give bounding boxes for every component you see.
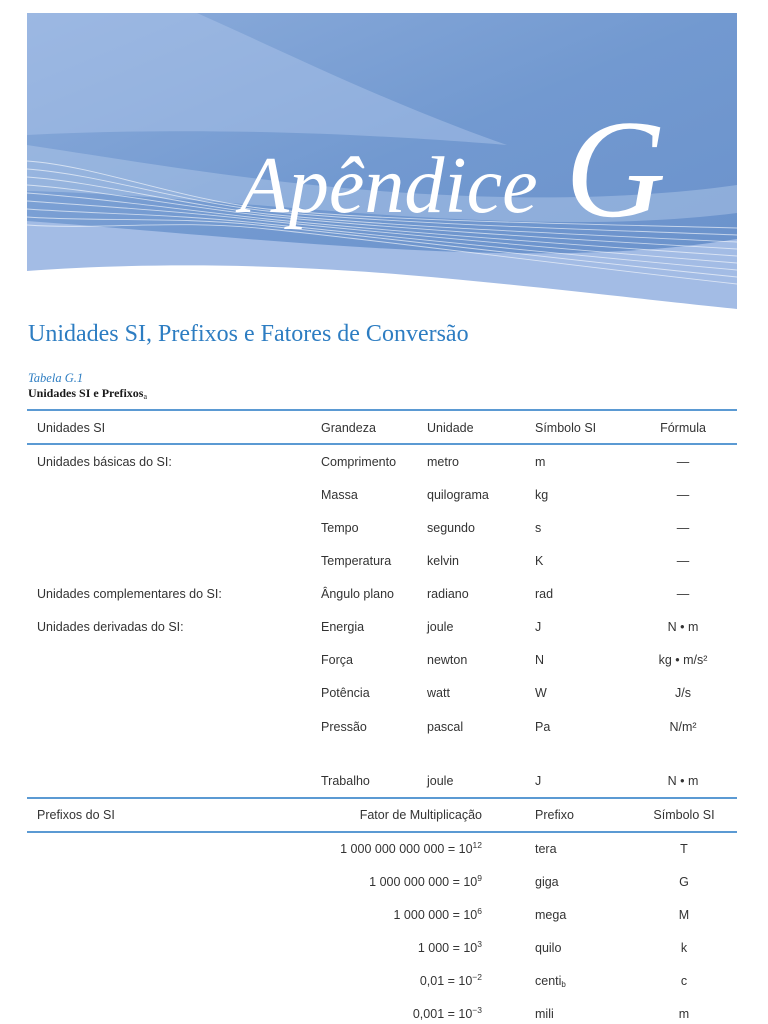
si-symbol-cell: s	[535, 521, 542, 535]
unit-name-cell: radiano	[427, 587, 469, 601]
multiplication-factor-cell	[282, 841, 482, 857]
formula-cell: N/m²	[669, 720, 697, 734]
quantity-cell: Comprimento	[321, 455, 397, 469]
si-symbol-cell: J	[535, 774, 542, 788]
header-formula: Fórmula	[660, 421, 706, 435]
factor-exponent: −3	[472, 1005, 482, 1015]
table-label: Tabela G.1	[28, 371, 84, 385]
unit-category-label: Unidades básicas do SI:	[37, 455, 172, 469]
quantity-cell: Massa	[321, 488, 358, 502]
prefix-symbol-cell: m	[678, 1007, 690, 1021]
quantity-cell: Energia	[321, 620, 365, 634]
prefix-name: centi	[535, 974, 562, 988]
prefix-symbol-cell: G	[679, 875, 689, 889]
units-table-row	[0, 586, 768, 602]
prefix-table-row	[0, 1006, 768, 1022]
unit-category-label: Unidades complementares do SI:	[37, 587, 222, 601]
prefix-symbol-cell: M	[678, 908, 690, 922]
formula-cell: —	[676, 488, 690, 502]
units-table-header	[0, 420, 768, 436]
quantity-cell: Potência	[321, 686, 370, 700]
unit-name-cell: watt	[427, 686, 450, 700]
header-si-symbol: Símbolo SI	[535, 421, 597, 435]
prefix-name-cell: quilo	[535, 941, 562, 955]
table-caption	[28, 385, 147, 405]
unit-name-cell: joule	[427, 620, 454, 634]
factor-exponent: 6	[477, 906, 482, 916]
prefix-symbol-cell: k	[680, 941, 688, 955]
formula-cell: N • m	[667, 774, 699, 788]
formula-cell: —	[676, 455, 690, 469]
formula-cell: —	[676, 554, 690, 568]
units-table-row	[0, 520, 768, 536]
multiplication-factor-cell	[282, 907, 482, 923]
quantity-cell: Ângulo plano	[321, 587, 394, 601]
prefix-table-row	[0, 841, 768, 857]
si-symbol-cell: m	[535, 455, 546, 469]
header-quantity: Grandeza	[321, 421, 376, 435]
units-table-row	[0, 454, 768, 470]
si-symbol-cell: N	[535, 653, 545, 667]
appendix-banner	[27, 13, 737, 311]
quantity-cell: Pressão	[321, 720, 367, 734]
units-table-row	[0, 553, 768, 569]
prefix-footnote-marker: b	[561, 980, 566, 989]
page-heading: Unidades SI, Prefixos e Fatores de Conversão	[28, 321, 469, 347]
formula-cell: kg • m/s²	[658, 653, 708, 667]
units-table-row	[0, 719, 768, 735]
units-table-row	[0, 685, 768, 701]
quantity-cell: Tempo	[321, 521, 359, 535]
prefix-symbol-cell: T	[680, 842, 688, 856]
unit-name-cell: joule	[427, 774, 454, 788]
table-rule-prefixes	[27, 797, 737, 799]
unit-category-label: Unidades derivadas do SI:	[37, 620, 184, 634]
prefix-name-cell: mega	[535, 908, 567, 922]
quantity-cell: Força	[321, 653, 353, 667]
prefix-table-row	[0, 907, 768, 923]
header-multiplication-factor: Fator de Multiplicação	[359, 808, 482, 822]
banner-letter: G	[565, 92, 667, 247]
banner-title: Apêndice	[240, 142, 538, 230]
si-symbol-cell: rad	[535, 587, 554, 601]
si-symbol-cell: K	[535, 554, 544, 568]
quantity-cell: Temperatura	[321, 554, 392, 568]
formula-cell: N • m	[667, 620, 699, 634]
header-prefix: Prefixo	[535, 808, 574, 822]
unit-name-cell: newton	[427, 653, 468, 667]
units-table-row	[0, 652, 768, 668]
prefix-name-cell: tera	[535, 842, 557, 856]
si-symbol-cell: J	[535, 620, 542, 634]
multiplication-factor-cell	[282, 1006, 482, 1022]
factor-value: 1 000 000 000 000 = 10	[340, 842, 473, 856]
prefix-table-header	[0, 807, 768, 823]
prefix-table-row	[0, 874, 768, 890]
table-rule-header	[27, 443, 737, 445]
factor-exponent: −2	[472, 972, 482, 982]
table-caption-footnote-marker: a	[143, 392, 148, 401]
formula-cell: —	[676, 521, 690, 535]
prefix-table-row	[0, 973, 768, 989]
table-caption-text: Unidades SI e Prefixos	[28, 386, 144, 400]
unit-name-cell: quilograma	[427, 488, 489, 502]
factor-exponent: 12	[472, 840, 482, 850]
factor-value: 1 000 000 000 = 10	[369, 875, 478, 889]
prefix-table-row	[0, 940, 768, 956]
multiplication-factor-cell	[282, 874, 482, 890]
formula-cell: J/s	[675, 686, 691, 700]
prefix-name-cell: mili	[535, 1007, 554, 1021]
multiplication-factor-cell	[282, 940, 482, 956]
factor-value: 1 000 000 = 10	[393, 908, 478, 922]
multiplication-factor-cell	[282, 973, 482, 989]
prefix-name-cell	[535, 973, 566, 993]
factor-exponent: 3	[477, 939, 482, 949]
factor-exponent: 9	[477, 873, 482, 883]
factor-value: 1 000 = 10	[417, 941, 478, 955]
units-table-row	[0, 487, 768, 503]
header-units-si: Unidades SI	[37, 421, 106, 435]
units-table-row	[0, 619, 768, 635]
table-rule-top	[27, 409, 737, 411]
unit-name-cell: pascal	[427, 720, 464, 734]
factor-value: 0,001 = 10	[412, 1007, 473, 1021]
quantity-cell: Trabalho	[321, 774, 370, 788]
header-si-prefixes: Prefixos do SI	[37, 808, 115, 822]
unit-name-cell: metro	[427, 455, 459, 469]
table-rule-prefix-header	[27, 831, 737, 833]
formula-cell: —	[676, 587, 690, 601]
factor-value: 0,01 = 10	[419, 974, 473, 988]
prefix-name-cell: giga	[535, 875, 559, 889]
si-symbol-cell: W	[535, 686, 547, 700]
unit-name-cell: segundo	[427, 521, 475, 535]
header-unit: Unidade	[427, 421, 474, 435]
unit-name-cell: kelvin	[427, 554, 459, 568]
si-symbol-cell: kg	[535, 488, 549, 502]
header-prefix-symbol: Símbolo SI	[653, 808, 715, 822]
units-table-row	[0, 773, 768, 789]
prefix-symbol-cell: c	[680, 974, 688, 988]
si-symbol-cell: Pa	[535, 720, 551, 734]
